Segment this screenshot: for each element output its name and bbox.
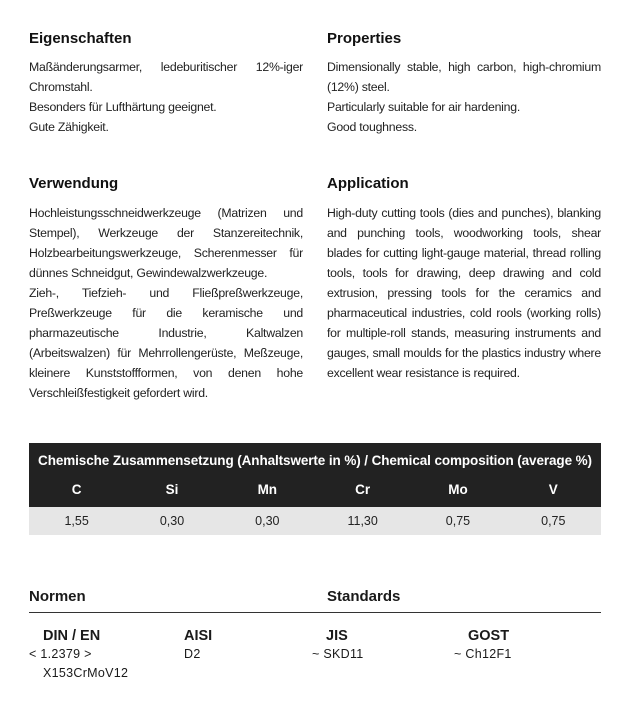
chemical-elements-row: [29, 476, 601, 507]
properties-line-de: Gute Zähigkeit.: [29, 120, 109, 134]
properties-line-en: Particularly suitable for air hardening.: [327, 100, 521, 114]
chemical-composition-title: Chemische Zusammensetzung (Anhaltswerte in %) / Chemical composition (average %): [29, 443, 601, 476]
element-header: V: [548, 482, 558, 497]
jis-label: JIS: [326, 628, 348, 644]
standard-din-en: [29, 627, 128, 683]
chemical-values-row: [29, 507, 601, 535]
application-text-en: [327, 203, 601, 383]
element-header: Mn: [257, 482, 278, 497]
standards-heading-de: Normen: [29, 588, 86, 605]
jis-value: ~ SKD11: [312, 647, 364, 661]
properties-line-en: Dimensionally stable, high carbon, high-chromium (12%) steel.: [327, 60, 601, 94]
element-value: 11,30: [347, 514, 378, 528]
application-text-de: [29, 203, 303, 403]
application-heading-de: Verwendung: [29, 175, 119, 192]
din-en-label: DIN / EN: [43, 628, 101, 644]
gost-value: ~ Ch12F1: [454, 647, 512, 661]
properties-heading-en: Properties: [327, 30, 402, 47]
din-en-designation: X153CrMoV12: [43, 666, 129, 680]
chemical-composition-table: [29, 443, 601, 535]
standards-divider: [29, 612, 601, 613]
properties-line-de: Maßänderungsarmer, ledeburitischer 12%-iger Chromstahl.: [29, 60, 303, 94]
aisi-value: D2: [184, 647, 201, 661]
element-header: C: [71, 482, 82, 497]
din-en-number: < 1.2379 >: [29, 647, 92, 661]
element-value: 0,75: [445, 514, 471, 528]
gost-label: GOST: [468, 628, 510, 644]
properties-line-en: Good toughness.: [327, 120, 417, 134]
properties-text-en: [327, 57, 601, 137]
application-paragraph-de: Zieh-, Tiefzieh- und Fließpreßwerkzeuge, Preßwerkzeuge für die keramische und pharmazeutische Industrie, Kaltwalzen (Arbeitswalzen) für Mehrrollengerüste, Meßzeuge, kleinere Kunststoffformen, von denen hohe Verschleißfestigkeit gefordert wird.: [29, 286, 303, 400]
element-header: Mo: [448, 482, 468, 497]
element-value: 0,30: [159, 514, 185, 528]
element-value: 0,30: [255, 514, 280, 528]
application-paragraph-de: Hochleistungsschneidwerkzeuge (Matrizen und Stempel), Werkzeuge der Stanzereitechnik, Holzbearbeitungswerkzeuge, Scherenmesser für dünnes Schneidgut, Gewindewalzwerkzeuge.: [29, 206, 303, 280]
standard-jis: [312, 627, 364, 664]
element-header: Cr: [355, 482, 371, 497]
standard-gost: [454, 627, 512, 664]
element-header: Si: [165, 482, 179, 497]
properties-heading-de: Eigenschaften: [29, 30, 132, 47]
aisi-label: AISI: [184, 628, 213, 644]
standard-aisi: [184, 627, 212, 664]
application-paragraph-en: High-duty cutting tools (dies and punches), blanking and punching tools, woodworking tools, shear blades for cutting light-gauge material, thread rolling tools, tools for drawing, deep drawing and cold extrusion, pressing tools for the ceramics and pharmaceutical industries, cold rools (working rolls) for multiple-roll stands, measuring instruments and gauges, small moulds for the plastics industry where excellent wear resistance is required.: [327, 206, 601, 380]
application-heading-en: Application: [327, 175, 409, 192]
element-value: 1,55: [64, 514, 89, 528]
standards-heading-en: Standards: [327, 588, 401, 605]
element-value: 0,75: [541, 514, 566, 528]
properties-text-de: [29, 57, 303, 137]
properties-line-de: Besonders für Lufthärtung geeignet.: [29, 100, 217, 114]
